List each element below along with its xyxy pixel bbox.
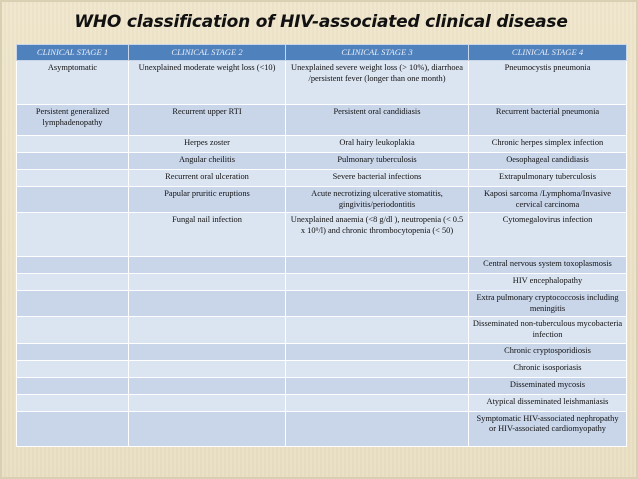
table-cell-stage-1 bbox=[17, 170, 129, 187]
table-cell-stage-4: Chronic cryptosporidiosis bbox=[469, 343, 627, 360]
table-cell-stage-4: Disseminated mycosis bbox=[469, 377, 627, 394]
table-cell-stage-4: Kaposi sarcoma /Lymphoma/Invasive cervical carcinoma bbox=[469, 187, 627, 213]
table-cell-stage-2 bbox=[129, 394, 286, 411]
table-cell-stage-2 bbox=[129, 360, 286, 377]
table-cell-stage-3: Acute necrotizing ulcerative stomatitis, gingivitis/periodontitis bbox=[286, 187, 469, 213]
table-cell-stage-1 bbox=[17, 153, 129, 170]
table-body bbox=[17, 61, 627, 447]
table-cell-stage-4: Oesophageal candidiasis bbox=[469, 153, 627, 170]
table-cell-stage-3 bbox=[286, 360, 469, 377]
table-cell-stage-1 bbox=[17, 360, 129, 377]
table-row bbox=[17, 411, 627, 446]
table-cell-stage-1 bbox=[17, 136, 129, 153]
table-cell-stage-3 bbox=[286, 317, 469, 343]
table-cell-stage-3 bbox=[286, 291, 469, 317]
table-cell-stage-3 bbox=[286, 411, 469, 446]
table-row bbox=[17, 317, 627, 343]
table-cell-stage-2: Fungal nail infection bbox=[129, 213, 286, 257]
table-row bbox=[17, 213, 627, 257]
table-cell-stage-4: Recurrent bacterial pneumonia bbox=[469, 105, 627, 136]
table-cell-stage-1 bbox=[17, 291, 129, 317]
table-cell-stage-2 bbox=[129, 317, 286, 343]
header-stage-2: CLINICAL STAGE 2 bbox=[129, 45, 286, 61]
table-cell-stage-2: Unexplained moderate weight loss (<10) bbox=[129, 61, 286, 105]
header-row bbox=[17, 45, 627, 61]
table-cell-stage-2: Angular cheilitis bbox=[129, 153, 286, 170]
header-stage-3: CLINICAL STAGE 3 bbox=[286, 45, 469, 61]
table-row bbox=[17, 136, 627, 153]
table-cell-stage-1 bbox=[17, 343, 129, 360]
table-cell-stage-2: Herpes zoster bbox=[129, 136, 286, 153]
who-stage-table bbox=[16, 44, 627, 447]
table-cell-stage-4: Chronic isosporiasis bbox=[469, 360, 627, 377]
table-cell-stage-3 bbox=[286, 343, 469, 360]
table-row bbox=[17, 394, 627, 411]
table-cell-stage-3 bbox=[286, 257, 469, 274]
table-cell-stage-2: Recurrent upper RTI bbox=[129, 105, 286, 136]
table-row bbox=[17, 257, 627, 274]
table-cell-stage-1: Asymptomatic bbox=[17, 61, 129, 105]
table-cell-stage-4: Extra pulmonary cryptococcosis including meningitis bbox=[469, 291, 627, 317]
table-row bbox=[17, 105, 627, 136]
table-cell-stage-3: Severe bacterial infections bbox=[286, 170, 469, 187]
table-cell-stage-4: Disseminated non-tuberculous mycobacteria infection bbox=[469, 317, 627, 343]
table-cell-stage-1 bbox=[17, 394, 129, 411]
table-row bbox=[17, 291, 627, 317]
table-row bbox=[17, 360, 627, 377]
table-cell-stage-2 bbox=[129, 411, 286, 446]
table-row bbox=[17, 61, 627, 105]
table-cell-stage-1 bbox=[17, 187, 129, 213]
table-cell-stage-3 bbox=[286, 377, 469, 394]
table-cell-stage-3 bbox=[286, 394, 469, 411]
table-cell-stage-2 bbox=[129, 377, 286, 394]
table-cell-stage-2 bbox=[129, 257, 286, 274]
header-stage-4: CLINICAL STAGE 4 bbox=[469, 45, 627, 61]
table-cell-stage-3: Pulmonary tuberculosis bbox=[286, 153, 469, 170]
table-cell-stage-4: Extrapulmonary tuberculosis bbox=[469, 170, 627, 187]
table-cell-stage-2 bbox=[129, 343, 286, 360]
table-cell-stage-2: Recurrent oral ulceration bbox=[129, 170, 286, 187]
table-cell-stage-2: Papular pruritic eruptions bbox=[129, 187, 286, 213]
table-row bbox=[17, 377, 627, 394]
table-cell-stage-2 bbox=[129, 274, 286, 291]
table-cell-stage-3: Unexplained anaemia (<8 g/dl ), neutropenia (< 0.5 x 10⁹/l) and chronic thrombocytopenia (< 50) bbox=[286, 213, 469, 257]
table-row bbox=[17, 274, 627, 291]
table-cell-stage-4: Atypical disseminated leishmaniasis bbox=[469, 394, 627, 411]
table-cell-stage-4: Cytomegalovirus infection bbox=[469, 213, 627, 257]
table-cell-stage-3: Unexplained severe weight loss (> 10%), diarrhoea /persistent fever (longer than one month) bbox=[286, 61, 469, 105]
table-cell-stage-4: Central nervous system toxoplasmosis bbox=[469, 257, 627, 274]
table-cell-stage-3: Oral hairy leukoplakia bbox=[286, 136, 469, 153]
table-row bbox=[17, 343, 627, 360]
table-cell-stage-1 bbox=[17, 411, 129, 446]
table-cell-stage-1 bbox=[17, 317, 129, 343]
header-stage-1: CLINICAL STAGE 1 bbox=[17, 45, 129, 61]
table-cell-stage-4: Symptomatic HIV-associated nephropathy or HIV-associated cardiomyopathy bbox=[469, 411, 627, 446]
table-cell-stage-1 bbox=[17, 213, 129, 257]
table-cell-stage-1 bbox=[17, 377, 129, 394]
table-cell-stage-3: Persistent oral candidiasis bbox=[286, 105, 469, 136]
table-cell-stage-2 bbox=[129, 291, 286, 317]
table-cell-stage-4: Pneumocystis pneumonia bbox=[469, 61, 627, 105]
table-cell-stage-1 bbox=[17, 257, 129, 274]
table-cell-stage-1 bbox=[17, 274, 129, 291]
table-row bbox=[17, 170, 627, 187]
table-cell-stage-1: Persistent generalized lymphadenopathy bbox=[17, 105, 129, 136]
table-cell-stage-4: HIV encephalopathy bbox=[469, 274, 627, 291]
table-cell-stage-3 bbox=[286, 274, 469, 291]
table-cell-stage-4: Chronic herpes simplex infection bbox=[469, 136, 627, 153]
table-row bbox=[17, 153, 627, 170]
table-row bbox=[17, 187, 627, 213]
slide-title: WHO classification of HIV-associated clinical disease bbox=[74, 12, 568, 32]
